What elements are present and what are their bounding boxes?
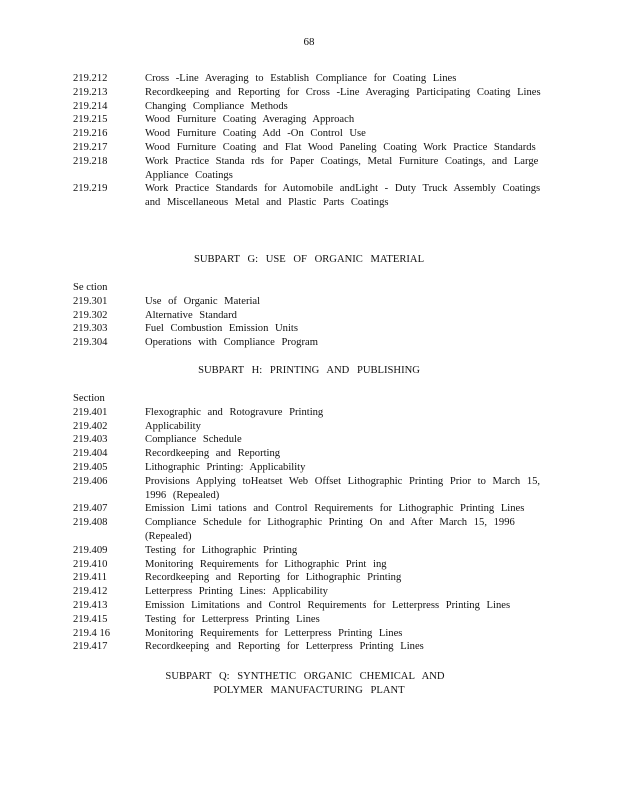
section-entry [73, 558, 543, 572]
section-title: Recordkeeping and Reporting for Cross -Line Averaging Participating Coating Lines [145, 86, 541, 98]
section-number: 219.217 [73, 141, 108, 153]
section-title: Emission Limitations and Control Requirements for Letterpress Printing Lines [145, 599, 511, 611]
section-entry [73, 613, 543, 627]
section-title: Use of Organic Material [145, 295, 261, 307]
section-entry [73, 100, 543, 114]
section-entry [73, 544, 543, 558]
section-entry [73, 571, 543, 585]
section-title: Alternative Standard [145, 309, 237, 321]
section-title: Testing for Lithographic Printing [145, 544, 298, 556]
section-title: Work Practice Standards for Automobile andLight - Duty Truck Assembly Coatings and Miscellaneous Metal and Plastic Parts Coatings [145, 183, 541, 209]
section-title: Wood Furniture Coating Add -On Control Use [145, 128, 366, 140]
section-title: Changing Compliance Methods [145, 100, 288, 112]
section-title: Work Practice Standa rds for Paper Coatings, Metal Furniture Coatings, and Large Appliance Coatings [145, 155, 539, 181]
section-number: 219.4 16 [73, 627, 111, 639]
section-title: Recordkeeping and Reporting [145, 448, 281, 460]
section-number: 219.410 [73, 558, 108, 570]
section-number: 219.212 [73, 73, 108, 84]
section-entry [73, 640, 543, 654]
section-number: 219.402 [73, 420, 108, 432]
page-number: 68 [303, 36, 315, 48]
section-title: Provisions Applying toHeatset Web Offset Lithographic Printing Prior to March 15, 1996 (Repealed) [145, 475, 541, 501]
section-entry [73, 433, 543, 447]
section-title: Recordkeeping and Reporting for Letterpress Printing Lines [145, 641, 424, 653]
section-entry [73, 447, 543, 461]
subpart-h-section-list [73, 392, 543, 654]
section-entry [73, 141, 543, 155]
subpart-q-heading-line1: SUBPART Q: SYNTHETIC ORGANIC CHEMICAL AND [165, 671, 445, 682]
section-number: 219.405 [73, 461, 108, 473]
section-number: 219.301 [73, 295, 108, 307]
subpart-q-heading-line2: POLYMER MANUFACTURING PLANT [213, 685, 405, 696]
section-number: 219.417 [73, 641, 108, 653]
section-number: 219.413 [73, 599, 108, 611]
section-number: 219.415 [73, 613, 108, 625]
section-entry [73, 309, 543, 323]
section-entry [73, 182, 543, 210]
section-title: Flexographic and Rotogravure Printing [145, 406, 324, 418]
section-number: 219.302 [73, 309, 108, 321]
section-title: Applicability [145, 420, 201, 432]
section-number: 219.406 [73, 475, 108, 487]
section-title: Monitoring Requirements for Lithographic Print ing [145, 558, 387, 570]
section-title: Cross -Line Averaging to Establish Compliance for Coating Lines [145, 73, 457, 84]
section-number: 219.215 [73, 114, 108, 126]
section-entry [73, 627, 543, 641]
section-title: Compliance Schedule [145, 434, 242, 446]
section-number: 219.213 [73, 86, 108, 98]
section-number: 219.404 [73, 448, 108, 460]
section-title: Compliance Schedule for Lithographic Printing On and After March 15, 1996 (Repealed) [145, 517, 515, 542]
subpart-g-heading: SUBPART G: USE OF ORGANIC MATERIAL [193, 254, 425, 265]
section-entry [73, 475, 543, 503]
section-column-label: Section [73, 393, 105, 404]
section-title: Wood Furniture Coating and Flat Wood Paneling Coating Work Practice Standards [145, 141, 536, 153]
section-title: Testing for Letterpress Printing Lines [145, 613, 320, 625]
section-entry [73, 72, 543, 86]
section-number: 219.219 [73, 183, 108, 195]
section-entry [73, 420, 543, 434]
section-entry [73, 585, 543, 599]
section-title: Operations with Compliance Program [145, 337, 318, 349]
section-entry [73, 336, 543, 350]
section-number: 219.408 [73, 517, 108, 529]
section-entry [73, 113, 543, 127]
section-number: 219.214 [73, 100, 108, 112]
section-title: Fuel Combustion Emission Units [145, 323, 298, 335]
section-entry [73, 502, 543, 516]
section-title: Monitoring Requirements for Letterpress Printing Lines [145, 627, 403, 639]
section-title: Emission Limi tations and Control Requirements for Lithographic Printing Lines [145, 503, 525, 515]
section-number: 219.401 [73, 406, 108, 418]
section-title: Letterpress Printing Lines: Applicability [145, 586, 328, 598]
section-number: 219.412 [73, 586, 108, 598]
section-entry [73, 86, 543, 100]
section-number: 219.407 [73, 503, 108, 515]
section-entry [73, 322, 543, 336]
section-entry [73, 295, 543, 309]
section-entry [73, 599, 543, 613]
section-entry [73, 406, 543, 420]
section-entry [73, 516, 543, 544]
section-number: 219.216 [73, 128, 108, 140]
section-number: 219.303 [73, 323, 108, 335]
section-entry [73, 127, 543, 141]
section-number: 219.403 [73, 434, 108, 446]
section-entry [73, 155, 543, 183]
section-number: 219.218 [73, 155, 108, 167]
subpart-f-section-list [73, 72, 543, 210]
section-number: 219.409 [73, 544, 108, 556]
subpart-g-section-list [73, 281, 543, 350]
section-number: 219.411 [73, 572, 108, 584]
section-column-label: Se ction [73, 282, 108, 293]
section-title: Wood Furniture Coating Averaging Approach [145, 114, 355, 126]
section-title: Recordkeeping and Reporting for Lithographic Printing [145, 572, 402, 584]
section-number: 219.304 [73, 337, 108, 349]
section-title: Lithographic Printing: Applicability [145, 461, 306, 473]
subpart-h-heading: SUBPART H: PRINTING AND PUBLISHING [198, 365, 420, 376]
section-entry [73, 461, 543, 475]
